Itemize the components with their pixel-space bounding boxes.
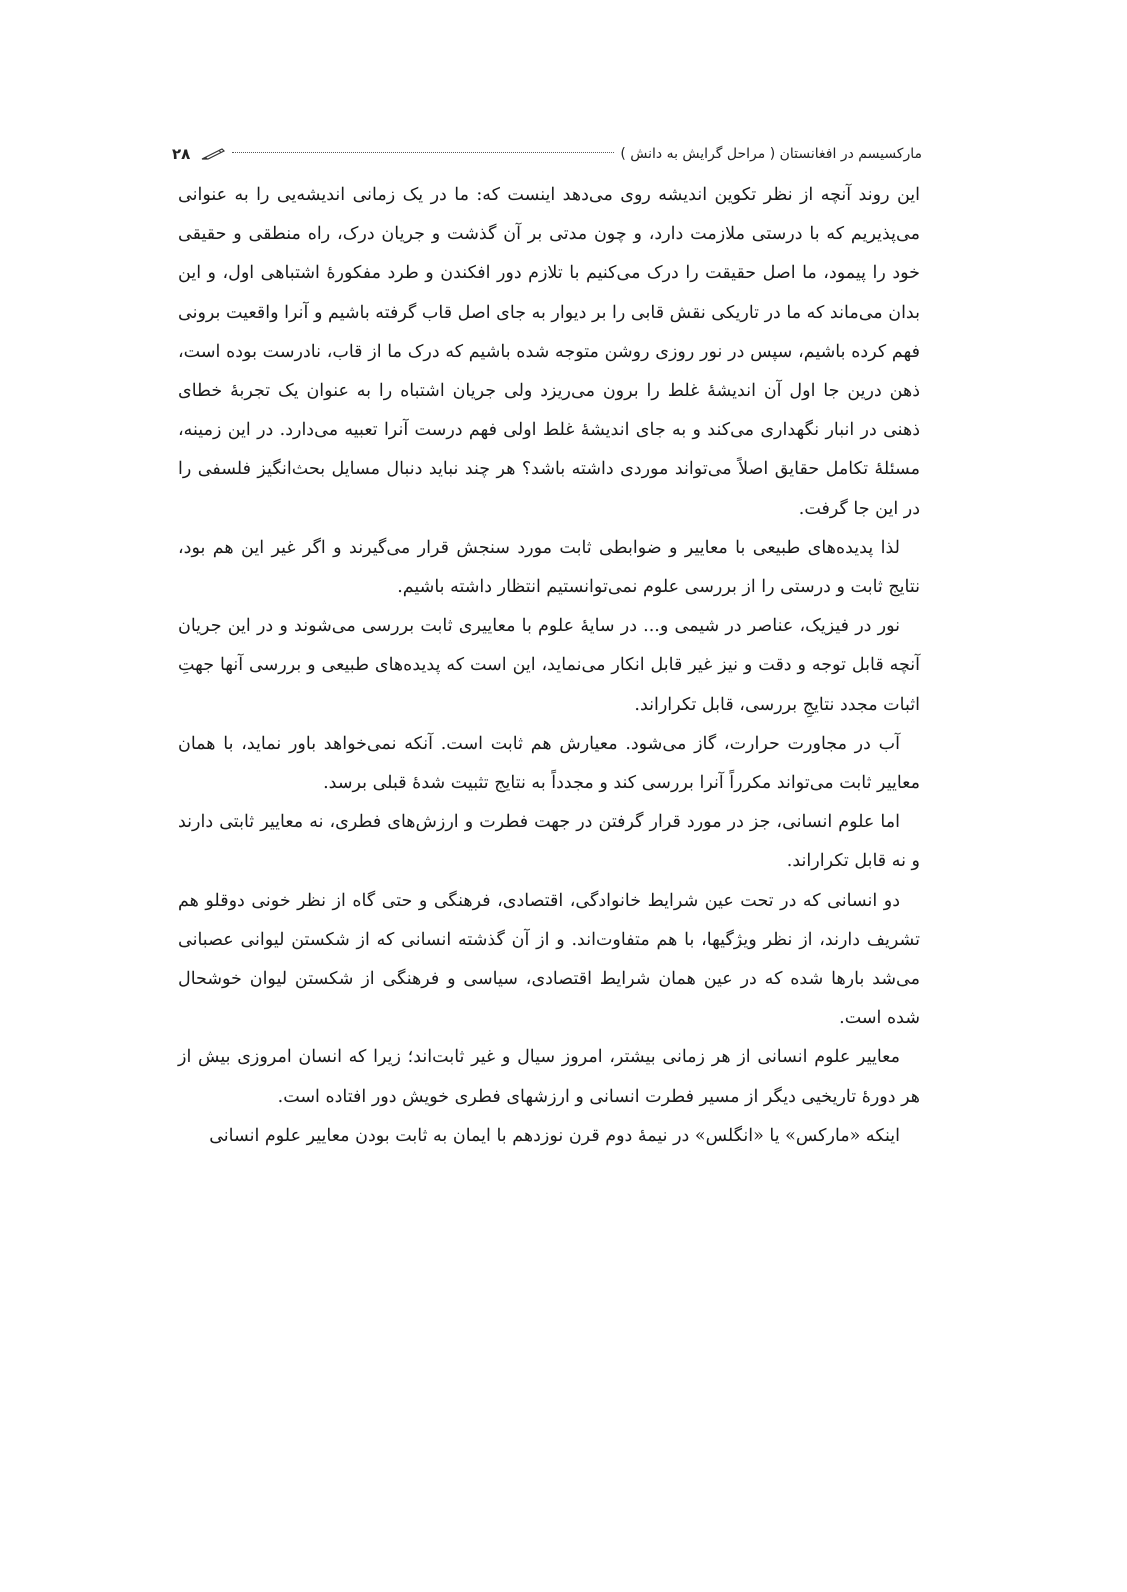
body-text: [178, 176, 920, 1156]
running-header: [172, 141, 922, 167]
running-title: مارکسیسم در افغانستان ( مراحل گرایش به دانش ): [620, 146, 922, 162]
paragraph: آب در مجاورت حرارت، گاز می‌شود. معیارش هم ثابت است. آنکه نمی‌خواهد باور نماید، با همان معاییر ثابت می‌تواند مکرراً آنرا بررسی کند و مجدداً به نتایج تثبیت شدهٔ قبلی برسد.: [178, 733, 920, 794]
paragraph: اما علوم انسانی، جز در مورد قرار گرفتن در جهت فطرت و ارزش‌های فطری، نه معاییر ثابتی دارند و نه قابل تکراراند.: [178, 812, 920, 872]
page-number: ۲۸: [172, 145, 191, 163]
dot-leader: [232, 151, 614, 153]
paragraph: نور در فیزیک، عناصر در شیمی و... در سایهٔ علوم با معاییری ثابت بررسی می‌شوند و در این جریان آنچه قابل توجه و دقت و نیز غیر قابل انکار می‌نماید، این است که پدیده‌های طبیعی و بررسی آنها جهتِ اثبات مجدد نتایجِ بررسی، قابل تکراراند.: [178, 616, 920, 715]
paragraph: اینکه «مارکس» یا «انگلس» در نیمهٔ دوم قرن نوزدهم با ایمان به ثابت بودن معاییر علوم انسانی: [209, 1125, 900, 1146]
pencil-icon: [200, 147, 226, 161]
paragraph: دو انسانی که در تحت عین شرایط خانوادگی، اقتصادی، فرهنگی و حتی گاه از نظر خونی دوقلو هم تشریف دارند، از نظر ویژگیها، با هم متفاوت‌اند. و از آن گذشته انسانی که از شکستن لیوانی عصبانی می‌شد بارها شده که در عین همان شرایط اقتصادی، سیاسی و فرهنگی از شکستن لیوان خوشحال شده است.: [178, 890, 920, 1029]
paragraph: این روند آنچه از نظر تکوین اندیشه روی می‌دهد اینست که: ما در یک زمانی اندیشه‌یی را به عنوانی می‌پذیریم که با درستی ملازمت دارد، و چون مدتی بر آن گذشت و جریان درک، راه منطقی و حقیقی خود را پیمود، ما اصل حقیقت را درک می‌کنیم با تلازم دور افکندن و طرد مفکورهٔ اشتباهی اول، و این بدان می‌ماند که ما در تاریکی نقش قابی را بر دیوار به جای اصل قاب گرفته باشیم و آنرا واقعیت برونی فهم کرده باشیم، سپس در نور روزی روشن متوجه شده باشیم که درک ما از قاب، نادرست بوده است، ذهن درین جا اول آن اندیشهٔ غلط را برون می‌ریزد ولی جریان اشتباه را به عنوان یک تجربهٔ خطای ذهنی در انبار نگهداری می‌کند و به جای اندیشهٔ غلط اولی فهم درست آنرا تعبیه می‌دارد. در این زمینه، مسئلهٔ تکامل حقایق اصلاً می‌تواند موردی داشته باشد؟ هر چند نباید دنبال مسایل بحث‌انگیز فلسفی را در این جا گرفت.: [177, 185, 920, 519]
paragraph: معاییر علوم انسانی از هر زمانی بیشتر، امروز سیال و غیر ثابت‌اند؛ زیرا که انسان امروزی بیش از هر دورهٔ تاریخیی دیگر از مسیر فطرت انسانی و ارزشهای فطری خویش دور افتاده است.: [178, 1047, 920, 1107]
paragraph: لذا پدیده‌های طبیعی با معاییر و ضوابطی ثابت مورد سنجش قرار می‌گیرند و اگر غیر این هم بود، نتایج ثابت و درستی را از بررسی علوم نمی‌توانستیم انتظار داشته باشیم.: [178, 537, 920, 598]
